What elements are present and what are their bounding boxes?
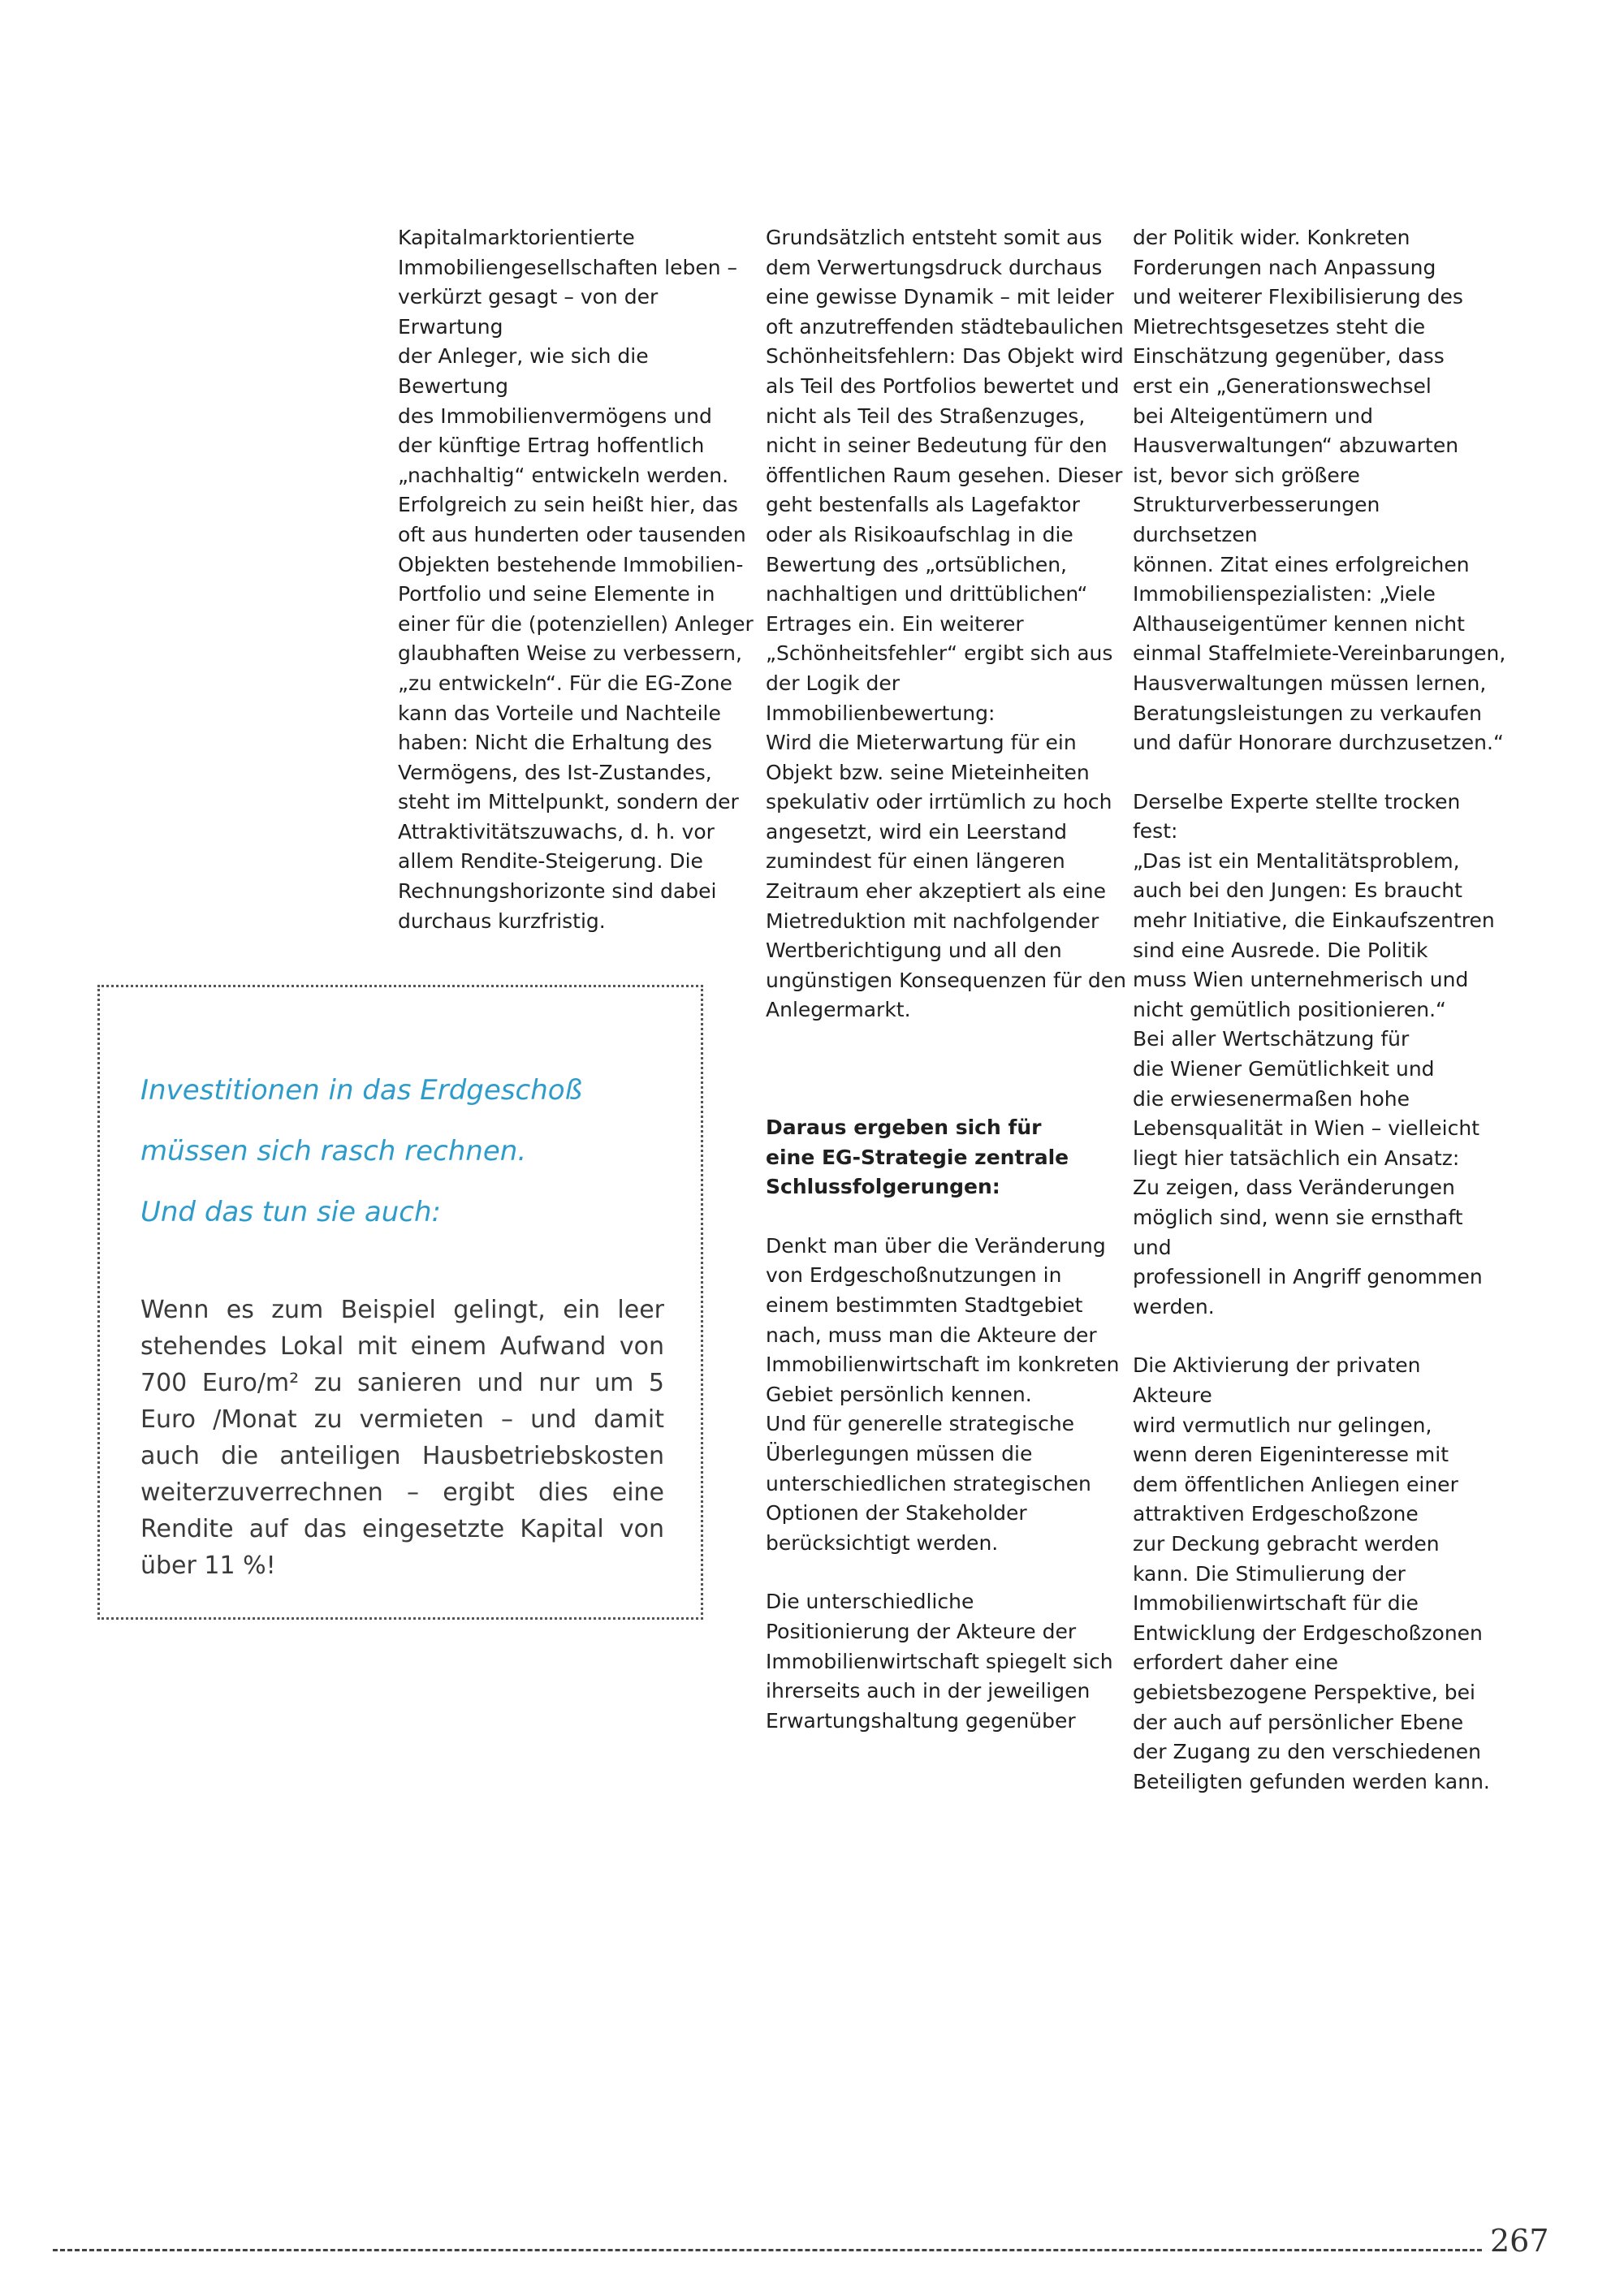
pull-quote-line: Investitionen in das Erdgeschoß (140, 1074, 582, 1107)
text-column-1 (398, 223, 759, 936)
paragraph: Kapitalmarktorientierte Immobiliengesellschaften leben – verkürzt gesagt – von der Erwartung der Anleger, wie sich die Bewertung des Immobilienvermögens und der künftige Ertrag hoffentlich „nachhaltig“ entwickeln werden. Erfolgreich zu sein heißt hier, das oft aus hunderten oder tausenden Objekten bestehende Immobilien- Portfolio und seine Elemente in einer für die (potenziellen) Anleger glaubhaften Weise zu verbessern, „zu entwickeln“. Für die EG-Zone kann das Vorteile und Nachteile haben: Nicht die Erhaltung des Vermögens, des Ist-Zustandes, steht im Mittelpunkt, sondern der Attraktivitätszuwachs, d. h. vor allem Rendite-Steigerung. Die Rechnungshorizonte sind dabei durchaus kurzfristig. (398, 226, 754, 933)
section-heading: Daraus ergeben sich für eine EG-Strategie zentrale Schlussfolgerungen: (766, 1116, 1069, 1199)
page-number: 267 (1490, 2223, 1549, 2259)
pull-quote-line: müssen sich rasch rechnen. (140, 1135, 527, 1167)
footer-divider (53, 2249, 1482, 2251)
text-column-3 (1133, 223, 1506, 1797)
paragraph: Derselbe Experte stellte trocken fest: „Das ist ein Mentalitätsproblem, auch bei den Jungen: Es braucht mehr Initiative, die Einkaufszentren sind eine Ausrede. Die Politik muss Wien unternehmerisch und nicht gemütlich positionieren.“ Bei aller Wertschätzung für die Wiener Gemütlichkeit und die erwiesenermaßen hohe Lebensqualität in Wien – vielleicht liegt hier tatsächlich ein Ansatz: Zu zeigen, dass Veränderungen möglich sind, wenn sie ernsthaft und professionell in Angriff genommen werden. (1133, 789, 1495, 1318)
pull-quote (140, 1060, 676, 1243)
text-column-2 (766, 223, 1131, 1736)
paragraph: Grundsätzlich entsteht somit aus dem Verwertungsdruck durchaus eine gewisse Dynamik – mit leider oft anzutreffenden städtebaulichen Schönheitsfehlern: Das Objekt wird als Teil des Portfolios bewertet und nicht als Teil des Straßenzuges, nicht in seiner Bedeutung für den öffentlichen Raum gesehen. Dieser geht bestenfalls als Lagefaktor oder als Risikoaufschlag in die Bewertung des „ortsüblichen, nachhaltigen und drittüblichen“ Ertrages ein. Ein weiterer „Schönheitsfehler“ ergibt sich aus der Logik der Immobilienbewertung: Wird die Mieterwartung für ein Objekt bzw. seine Mieteinheiten spekulativ oder irrtümlich zu hoch angesetzt, wird ein Leerstand zumindest für einen längeren Zeitraum eher akzeptiert als eine Mietreduktion mit nachfolgender Wertberichtigung und all den ungünstigen Konsequenzen für den Anlegermarkt. (766, 226, 1126, 1022)
callout-body-text: Wenn es zum Beispiel gelingt, ein leer stehendes Lokal mit einem Aufwand von 700 Euro/m² zu sanieren und nur um 5 Euro /Monat zu vermieten – und damit auch die anteiligen Hausbetriebskosten weiterzuverrechnen – ergibt dies eine Rendite auf das eingesetzte Kapital von über 11 %! (140, 1296, 664, 1580)
paragraph: Die Aktivierung der privaten Akteure wird vermutlich nur gelingen, wenn deren Eigeninteresse mit dem öffentlichen Anliegen einer attraktiven Erdgeschoßzone zur Deckung gebracht werden kann. Die Stimulierung der Immobilienwirtschaft für die Entwicklung der Erdgeschoßzonen erfordert daher eine gebietsbezogene Perspektive, bei der auch auf persönlicher Ebene der Zugang zu den verschiedenen Beteiligten gefunden werden kann. (1133, 1353, 1490, 1793)
pull-quote-line: Und das tun sie auch: (140, 1196, 441, 1228)
paragraph: Die unterschiedliche Positionierung der Akteure der Immobilienwirtschaft spiegelt sich ihrerseits auch in der jeweiligen Erwartungshaltung gegenüber (766, 1590, 1113, 1733)
callout-box (97, 985, 703, 1620)
paragraph: Denkt man über die Veränderung von Erdgeschoßnutzungen in einem bestimmten Stadtgebiet nach, muss man die Akteure der Immobilienwirtschaft im konkreten Gebiet persönlich kennen. Und für generelle strategische Überlegungen müssen die unterschiedlichen strategischen Optionen der Stakeholder berücksichtigt werden. (766, 1233, 1120, 1555)
paragraph: der Politik wider. Konkreten Forderungen nach Anpassung und weiterer Flexibilisierung des Mietrechtsgesetzes steht die Einschätzung gegenüber, dass erst ein „Generationswechsel bei Alteigentümern und Hausverwaltungen“ abzuwarten ist, bevor sich größere Strukturverbesserungen durchsetzen können. Zitat eines erfolgreichen Immobilienspezialisten: „Viele Althauseigentümer kennen nicht einmal Staffelmiete-Vereinbarungen, Hausverwaltungen müssen lernen, Beratungsleistungen zu verkaufen und dafür Honorare durchzusetzen.“ (1133, 226, 1506, 755)
